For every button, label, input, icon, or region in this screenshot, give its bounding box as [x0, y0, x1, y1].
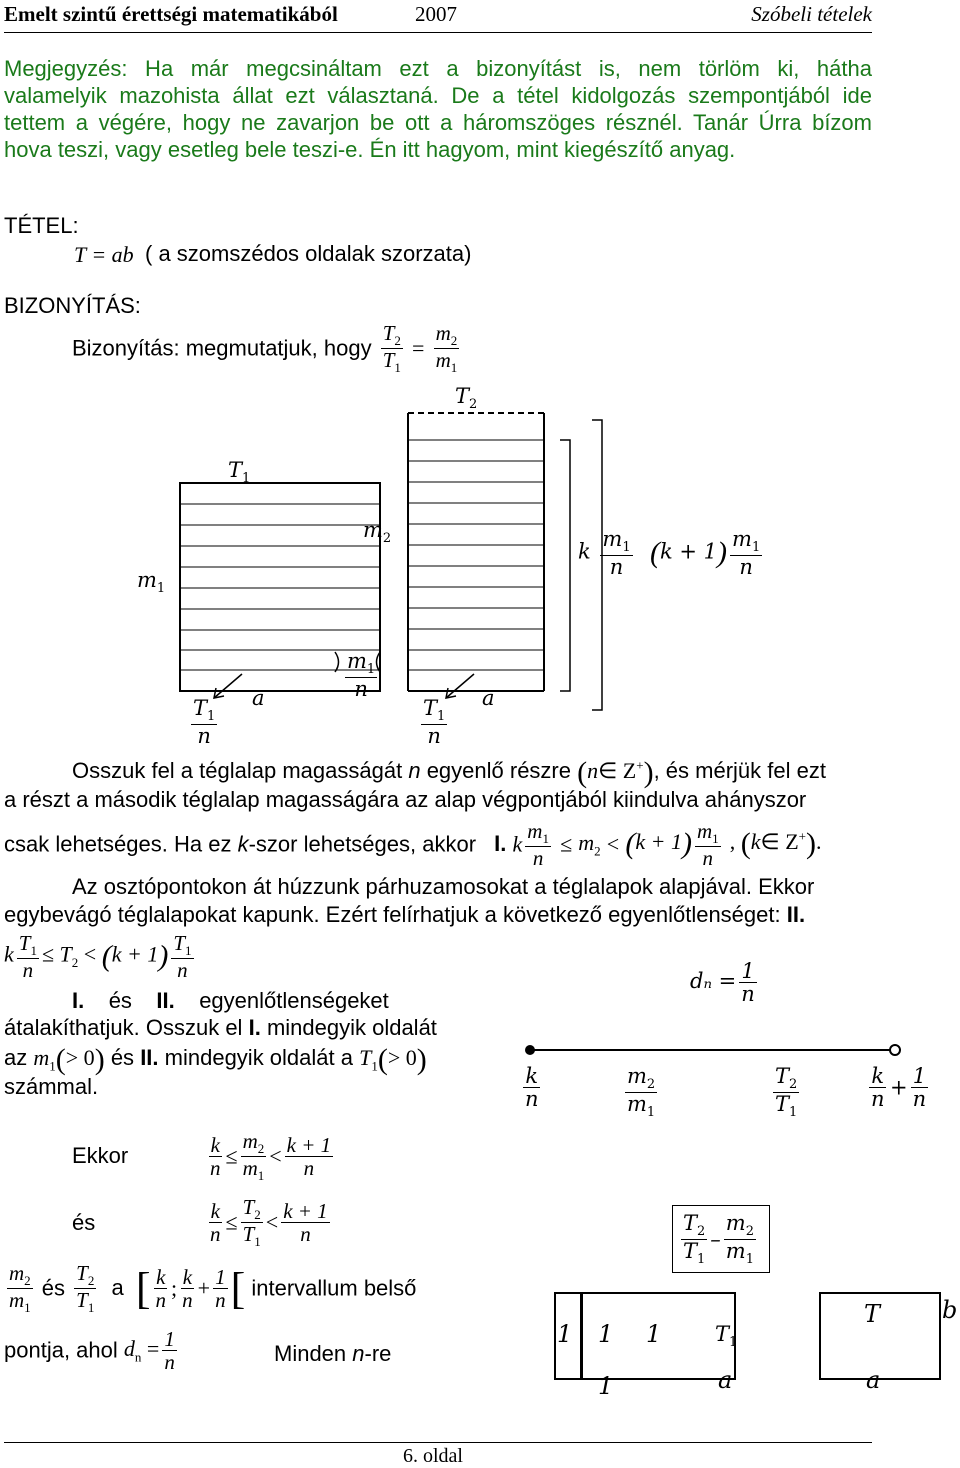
dn-formula: dₙ = $\frac{1}{n}$	[690, 959, 755, 1007]
label-k-m1-n: k $\frac{m_1}{n}$	[578, 527, 631, 579]
label-m1-n-mid: $\frac{m_1}{n}$	[347, 649, 376, 701]
header-center: 2007	[415, 2, 457, 26]
footer-rule	[4, 1442, 872, 1443]
bizonyitas-intro	[72, 322, 462, 375]
label-a-right: a	[482, 686, 495, 710]
ratio-m2-m1: $\frac{m_2}{m_1}$	[435, 321, 458, 376]
note-line-2: valamelyik mazohista állat ezt választaná. De a tétel kidolgozás szempontjából ide	[4, 83, 872, 108]
note-line-4: hova teszi, vagy esetleg bele teszi-e. Én itt hagyom, mint kiegészítő anyag.	[4, 137, 736, 162]
ratio-T2-T1: $\frac{T_2}{T_1}$	[382, 321, 401, 376]
roman-I: I.	[494, 831, 507, 857]
nl-T2-T1: $\frac{T_2}{T_1}$	[775, 1064, 798, 1121]
nl-k-n: $\frac{k}{n}$	[525, 1064, 539, 1112]
bizonyitas-intro-text: Bizonyítás: megmutatjuk, hogy	[72, 335, 372, 361]
diff-box-content: $\frac{T_2}{T_1}$ – $\frac{m_2}{m_1}$	[683, 1211, 754, 1268]
unit-1-c: 1	[646, 1320, 662, 1348]
label-T1-n-right: $\frac{T_1}{n}$	[423, 696, 446, 748]
header-rule	[4, 32, 872, 33]
ekkor-es-label: és	[72, 1210, 96, 1235]
header-right: Szóbeli tételek	[751, 2, 872, 26]
tetel-formula: T = ab	[74, 242, 134, 267]
inequality-II: k $\frac{T_1}{n}$ ≤ $T_2 < (k + 1)$ $\frac{T_1}{n}$	[4, 931, 192, 982]
final-line-2: pontja, ahol $d_n$ = $\frac{1}{n}$	[4, 1327, 175, 1375]
label-T2-top: $T_2$	[455, 384, 478, 413]
para2-line2: egybevágó téglalapokat kapunk. Ezért felírhatjuk a következő egyenlőtlenséget: II.	[4, 902, 806, 927]
tetel-text: ( a szomszédos oldalak szorzata)	[145, 241, 472, 266]
label-m2: $m_2$	[363, 518, 392, 547]
note-line-1: Megjegyzés: Ha már megcsináltam ezt a bizonyítást is, nem törlöm ki, hátha	[4, 56, 872, 81]
para3-line2: átalakíthatjuk. Osszuk el I. mindegyik oldalát	[4, 1015, 437, 1040]
roman-II: II.	[786, 902, 806, 927]
tetel-label: TÉTEL:	[4, 213, 79, 238]
para1-line2: a részt a második téglalap magasságára az alap végpontjából kiindulva ahányszor	[4, 787, 807, 812]
unit-b: b	[942, 1296, 958, 1324]
unit-a-right: a	[866, 1366, 881, 1394]
note-paragraph	[4, 55, 872, 163]
para3-line1: I. és II. egyenlőtlenségeket	[72, 988, 389, 1013]
inequality-I: k	[512, 831, 523, 857]
ekkor-label: Ekkor	[72, 1143, 129, 1168]
arrow-a-right	[446, 674, 474, 698]
rect-T2	[408, 413, 544, 691]
number-line	[520, 1035, 910, 1065]
unit-1-bottom: 1	[598, 1372, 614, 1400]
nl-m2-m1: $\frac{m_2}{m_1}$	[627, 1064, 656, 1121]
unit-1-a: 1	[557, 1320, 573, 1348]
bizonyitas-label: BIZONYÍTÁS:	[4, 293, 141, 318]
label-T1-n-left: $\frac{T_1}{n}$	[193, 696, 216, 748]
label-T1-top: $T_1$	[228, 458, 251, 487]
ekkor-inequality-2: $\frac{k}{n}$ ≤ $\frac{T_2}{T_1}$ < $\frac{k + 1}{n}$	[210, 1195, 328, 1250]
para1-line3: csak lehetséges. Ha ez k-szor lehetséges, akkor I. k $\frac{m_1}{n}$ ≤ $m_2 < (k + 1)$ $\frac{m_1}{n}$ , (k∈ Z+).	[4, 819, 822, 870]
arrow-a-left	[214, 674, 242, 698]
bracket-k	[560, 440, 570, 691]
para3-line4: számmal.	[4, 1074, 99, 1099]
unit-T: T	[864, 1300, 881, 1328]
label-a-left: a	[252, 686, 265, 710]
nl-k-n-plus: $\frac{k}{n}$	[871, 1064, 885, 1112]
ekkor-inequality-1: $\frac{k}{n}$ ≤ $\frac{m_2}{m_1}$ < $\frac{k + 1}{n}$	[210, 1129, 332, 1184]
para2-line1: Az osztópontokon át húzzunk párhuzamosokat a téglalapok alapjával. Ekkor	[72, 874, 815, 899]
brace-left	[335, 652, 339, 672]
footer-page: 6. oldal	[403, 1445, 463, 1467]
unit-T1: $T_1$	[715, 1322, 738, 1351]
header-left: Emelt szintű érettségi matematikából	[4, 2, 338, 26]
label-m1-left: $m_1$	[137, 568, 166, 597]
minden-n-re: Minden n-re	[274, 1341, 392, 1366]
label-k1-m1-n: (k + 1) $\frac{m_1}{n}$	[650, 527, 761, 579]
final-line: $\frac{m_2}{m_1}$ és $\frac{T_2}{T_1}$ a [ $\frac{k}{n}$ ; $\frac{k}{n}$ + $\frac{1}{n}$ [ intervallum belső	[9, 1261, 417, 1316]
nl-plus-1-n: + $\frac{1}{n}$	[890, 1064, 927, 1112]
note-line-3: tettem a végére, hogy ne zavarjon be ott a háromszöges résznél. Tanár Úrra bízom	[4, 110, 872, 135]
equals-sign: =	[412, 335, 425, 361]
para1-line1: Osszuk fel a téglalap magasságát n egyenlő részre (n∈ Z+), és mérjük fel ezt	[72, 756, 826, 789]
para3-line3: az $m_1(> 0)$ és II. mindegyik oldalát a $T_1(> 0)$	[4, 1043, 427, 1076]
unit-a-left: a	[718, 1366, 733, 1394]
unit-1-b: 1	[598, 1320, 614, 1348]
